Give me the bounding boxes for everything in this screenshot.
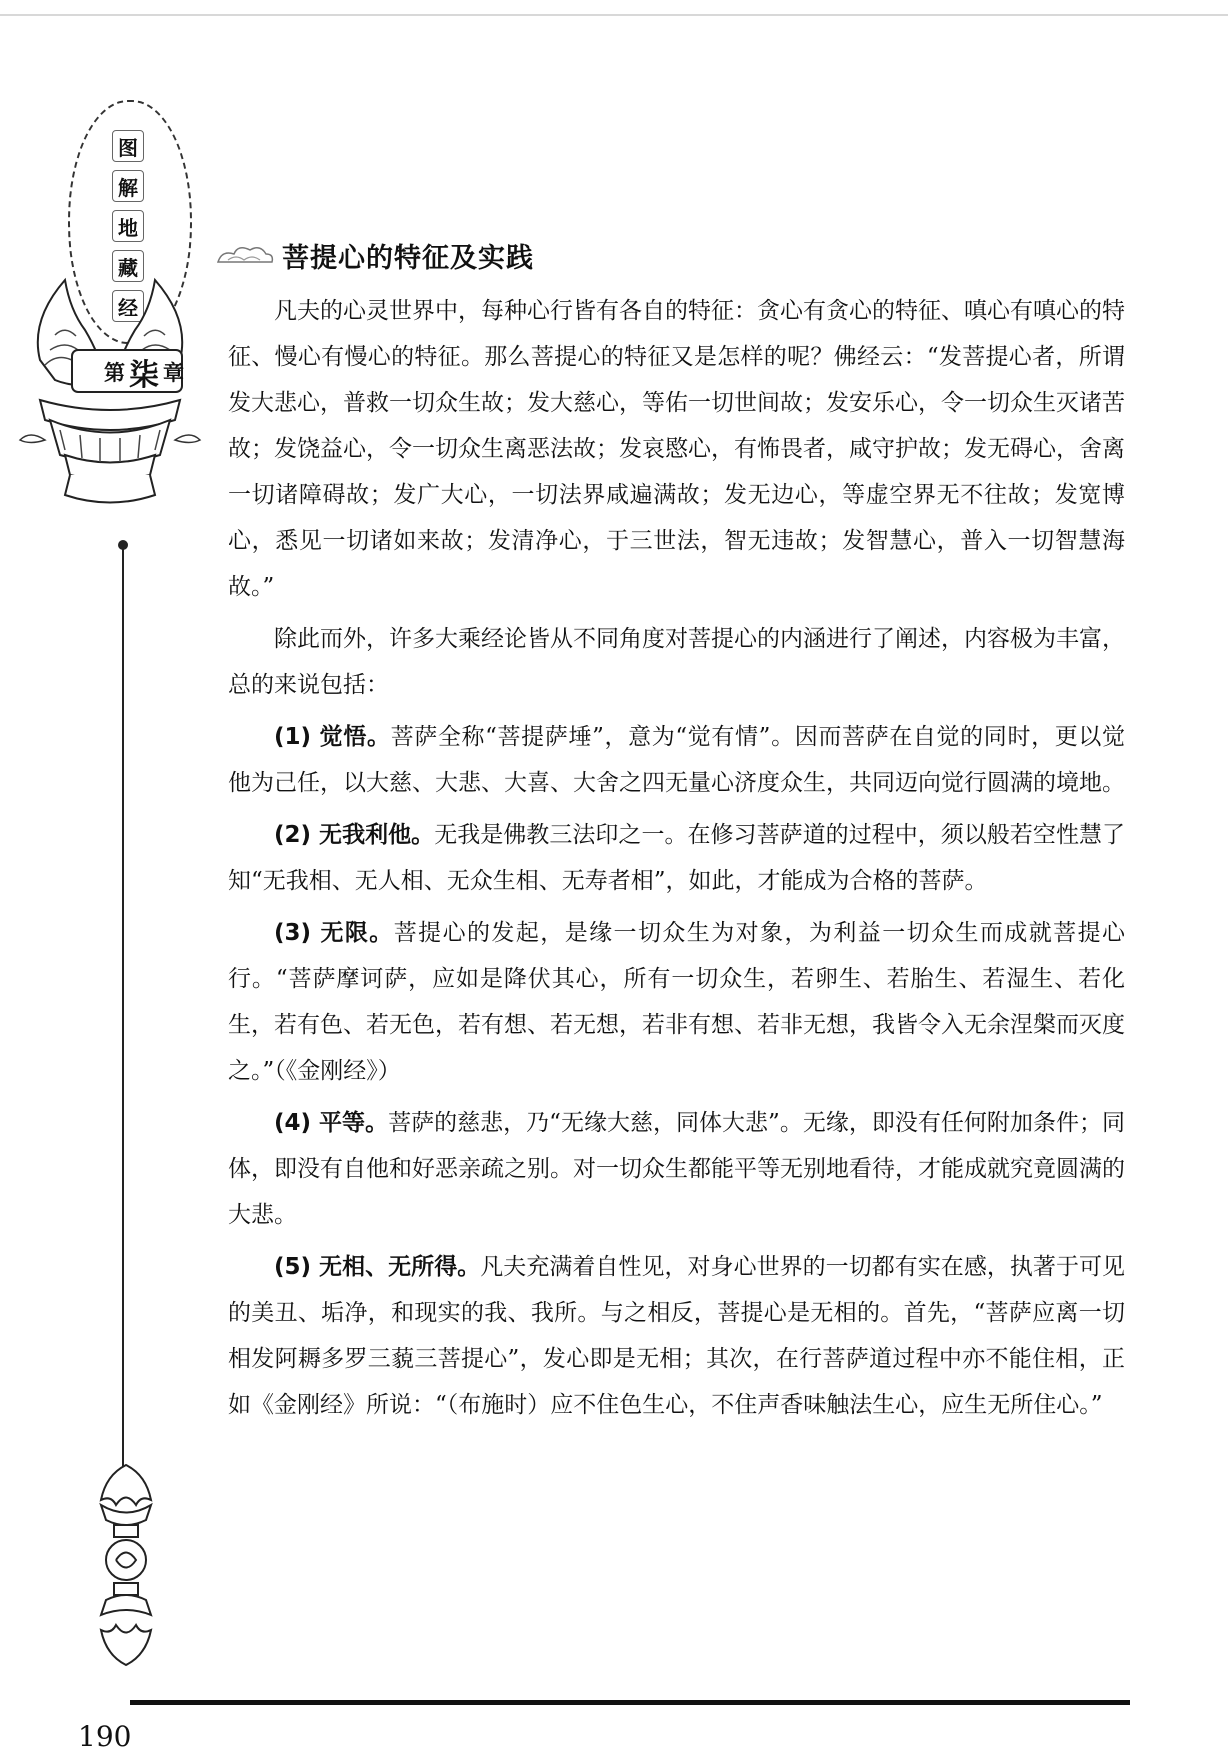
item-text: 无我是佛教三法印之一。在修习菩萨道的过程中，须以般若空性慧了知“无我相、无人相、无众生相、无寿者相”，如此，才能成为合格的菩萨。 [228, 822, 1125, 894]
item-heading: (4) 平等。 [274, 1110, 389, 1136]
list-item [228, 812, 1125, 904]
paragraph: 凡夫的心灵世界中，每种心行皆有各自的特征：贪心有贪心的特征、嗔心有嗔心的特征、慢心有慢心的特征。那么菩提心的特征又是怎样的呢？佛经云：“发菩提心者，所谓发大悲心，普救一切众生故；发大慈心，等佑一切世间故；发安乐心，令一切众生灭诸苦故；发饶益心，令一切众生离恶法故；发哀愍心，有怖畏者，咸守护故；发无碍心，舍离一切诸障碍故；发广大心，一切法界咸遍满故；发无边心，等虚空界无不往故；发宽博心，悉见一切诸如来故；发清净心，于三世法，智无违故；发智慧心，普入一切智慧海故。” [228, 298, 1125, 600]
section-title: 菩提心的特征及实践 [282, 243, 534, 274]
series-title-char: 藏 [112, 250, 144, 282]
list-item [228, 714, 1125, 806]
body-text [228, 288, 1125, 1430]
item-heading: (1) 觉悟。 [274, 724, 391, 750]
series-title-char: 图 [112, 130, 144, 162]
fish-lotus-pedestal-icon [10, 270, 210, 570]
chapter-badge [10, 100, 210, 520]
item-text: 菩萨全称“菩提萨埵”，意为“觉有情”。因而菩萨在自觉的同时，更以觉他为己任，以大慈、大悲、大喜、大舍之四无量心济度众生，共同迈向觉行圆满的境地。 [228, 724, 1125, 796]
list-item [228, 1100, 1125, 1238]
top-rule [0, 14, 1228, 16]
item-heading: (3) 无限。 [274, 920, 394, 946]
margin-line [122, 548, 124, 1468]
footer-rule [130, 1700, 1130, 1705]
item-heading: (2) 无我利他。 [274, 822, 435, 848]
item-text: 凡夫充满着自性见，对身心世界的一切都有实在感，执著于可见的美丑、垢净，和现实的我、我所。与之相反，菩提心是无相的。首先，“菩萨应离一切相发阿耨多罗三藐三菩提心”，发心即是无相；其次，在行菩萨道过程中亦不能住相，正如《金刚经》所说：“（布施时）应不住色生心，不住声香味触法生心，应生无所住心。” [228, 1254, 1126, 1418]
chapter-label [84, 354, 204, 393]
list-item [228, 1244, 1125, 1428]
chapter-prefix: 第 [104, 361, 125, 385]
chapter-suffix: 章 [163, 361, 184, 385]
cloud-icon [214, 240, 276, 270]
item-text: 菩萨的慈悲，乃“无缘大慈，同体大悲”。无缘，即没有任何附加条件；同体，即没有自他和好恶亲疏之别。对一切众生都能平等无别地看待，才能成就究竟圆满的大悲。 [228, 1110, 1125, 1228]
item-text: 菩提心的发起，是缘一切众生为对象，为利益一切众生而成就菩提心行。“菩萨摩诃萨，应如是降伏其心，所有一切众生，若卵生、若胎生、若湿生、若化生，若有色、若无色，若有想、若无想，若非有想、若非无想，我皆令入无余涅槃而灭度之。”（《金刚经》） [228, 920, 1125, 1084]
series-title-char: 解 [112, 170, 144, 202]
paragraph: 除此而外，许多大乘经论皆从不同角度对菩提心的内涵进行了阐述，内容极为丰富，总的来说包括： [228, 626, 1125, 698]
chapter-number: 柒 [129, 358, 159, 393]
item-heading: (5) 无相、无所得。 [274, 1254, 481, 1280]
list-item [228, 910, 1125, 1094]
series-title-char: 地 [112, 210, 144, 242]
vajra-icon [86, 1460, 166, 1670]
series-title-char: 经 [112, 290, 144, 322]
page-number: 190 [78, 1720, 132, 1753]
